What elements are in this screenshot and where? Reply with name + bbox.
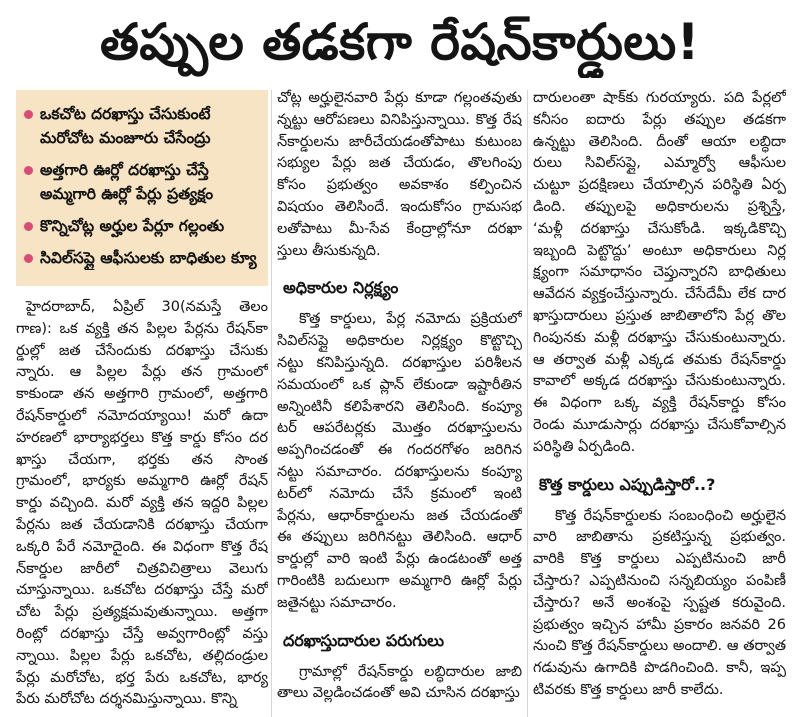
text-line: గింపునకు మళ్లీ దరఖాస్తు చేసుకుంటున్నారు. [533, 329, 786, 346]
highlight-item [24, 102, 262, 150]
text-line: ర్డుల్లో జత చేసేందుకు దరఖాస్తు చేసుకు [16, 342, 268, 359]
text-line: టర్‌లో నమోదు చేసే క్రమంలో ఇంటి [277, 485, 522, 502]
highlight-line: అత్తగారి ఊర్లో దరఖాస్తు చేస్తే [40, 161, 209, 179]
bullet-icon [24, 110, 33, 119]
text-line: చుట్టూ ప్రదక్షిణలు చేయాల్సిన పరిస్థితి ఏర్ప [533, 177, 786, 194]
highlight-line: సివిల్‌సప్లై ఆఫీసులకు బాధితుల క్యూ [40, 249, 257, 267]
text-line: న్‌కార్డుల జారీలో చిత్రవిచిత్రాలు వెలుగు [16, 560, 268, 577]
text-line: గడువును ఉగాదికి పొడగించింది. కానీ, ఇప్ప [533, 660, 786, 677]
paragraph [16, 297, 268, 711]
text-line: ఇబ్బంది పెట్టొద్దు’ అంటూ అధికారులు నిర్ల [533, 242, 786, 259]
text-line: కార్డు వచ్చింది. మరో వ్యక్తి తన ఇద్దరి పిల్లల [16, 495, 268, 512]
section-subheading: దరఖాస్తుదారుల పరుగులు [283, 630, 445, 650]
highlight-line: ఒకచోట దరఖాస్తు చేసుకుంటే [40, 105, 211, 123]
text-line: నట్టు కనిపిస్తున్నది. దరఖాస్తుల పరిశీలన [277, 354, 522, 371]
text-line: నుంచి కొత్త రేషన్‌కార్డులు అందాలి. ఆ తర్వాత [533, 638, 786, 655]
text-line: కార్డుల్లో వారి ఇంటి పేర్లు ఉండటంతో అత్త [277, 551, 522, 568]
text-line: స్తులు తీసుకున్నది. [277, 242, 381, 259]
text-line: పరిస్థితి ఏర్పడింది. [533, 438, 636, 455]
text-line: కోసం ప్రభుత్వం అవకాశం కల్పించిన [277, 177, 522, 194]
text-line: కొత్త రేషన్‌కార్డులకు సంబంధించి అర్హులైన [555, 507, 786, 524]
text-line: గాణ): ఒక వ్యక్తి తన పిల్లల పేర్లను రేషన్‌కా [16, 320, 268, 337]
column-3-body [533, 88, 786, 702]
bullet-icon [24, 254, 33, 263]
text-line: విషయం తెలిసిందే. ఇందుకోసం గ్రామసభ [277, 198, 522, 215]
text-line: గారింటికి బదులుగా అమ్మగారి ఊర్లో పేర్లు [277, 572, 522, 589]
text-line: ప్రభుత్వం ఇచ్చిన హామీ ప్రకారం జనవరి 26 [533, 616, 786, 633]
section-subheading: కొత్త కార్డులు ఎప్పుడిస్తారో..? [539, 474, 716, 494]
text-line: జతైనట్టు సమాచారం. [277, 594, 397, 611]
paragraph [277, 309, 522, 614]
text-line: ఒక్కరి పేరే నమోదైంది. ఈ విధంగా కొత్త రేష [16, 538, 268, 555]
paragraph [533, 88, 786, 459]
column-2 [277, 88, 522, 717]
text-line: వారికి కొత్త కార్డులు ఎప్పటినుంచి జారీ [533, 551, 786, 568]
column-3 [533, 88, 786, 717]
text-line: క్ష్యంగా సమాధానం చెప్తున్నారని బాధితులు [533, 264, 786, 281]
text-line: ఈ విధంగా ఒక్క వ్యక్తి రేషన్‌కార్డు కోసం [533, 395, 786, 412]
column-1-body [16, 297, 268, 711]
text-line: అప్పగించడంతో ఈ గందరగోళం జరిగిన [277, 442, 522, 459]
text-line: ఆ తర్వాత మళ్లీ ఎక్కడ తమకు రేషన్‌కార్డు [533, 351, 786, 368]
text-line: కావాలో అక్కడ దరఖాస్తు చేసుకుంటున్నారు. [533, 373, 786, 390]
text-line: దారులంతా షాక్‌కు గురయ్యారు. పది పేర్లలో [533, 90, 786, 106]
bullet-icon [24, 166, 33, 175]
text-line: డింది. తప్పులపై అధికారులను ప్రశ్నిస్తే, [533, 198, 786, 215]
text-line: వారి జాబితాను ప్రకటిస్తున్న ప్రభుత్వం. [533, 529, 786, 546]
paragraph [277, 88, 522, 262]
column-1 [16, 88, 268, 717]
text-line: కాకుండా తన అత్తగారి గ్రామంలో, అత్తగారి [16, 386, 268, 403]
highlight-box [16, 90, 268, 286]
highlight-text [40, 214, 262, 238]
highlight-line: మరోచోట మంజూరు చేసేంద్రు [40, 129, 211, 147]
text-line: చేస్తారు? ఎప్పటినుంచి సన్నబియ్యం పంపిణీ [533, 572, 786, 589]
paragraph [277, 662, 522, 706]
text-line: కనీసం ఐదారు పేర్లు తప్పుల తడకగా [533, 111, 786, 128]
text-line: రులు సివిల్‌సప్లై, ఎమ్మార్వో ఆఫీసుల [533, 155, 786, 172]
text-line: పేర్లను, ఆధార్‌కార్డులను జత చేయడంతో [277, 507, 522, 524]
text-line: రేషన్‌కార్డులో నమోదయ్యాయి! మరో ఉదా [16, 407, 268, 424]
text-line: సమయంలో ఒక ప్లాన్ లేకుండా ఇష్టారీతిన [277, 376, 522, 393]
highlight-line: అమ్మగారి ఊర్లో పేర్లు ప్రత్యక్షం [40, 185, 214, 203]
section-subheading: అధికారుల నిర్లక్ష్యం [283, 278, 399, 298]
text-line: గ్రామంలో, భార్యకు అమ్మగారి ఊర్లో రేషన్ [16, 473, 268, 490]
text-line: గ్రామాల్లో రేషన్‌కార్డు లబ్ధిదారుల జాబి [299, 663, 522, 680]
text-line: న్నాయి. పిల్లల పేర్లు ఒకచోట, తల్లిదండ్రుల [16, 647, 268, 664]
text-line: ‘మళ్లీ దరఖాస్తు చేసుకోండి. ఇక్కడికొచ్చి [533, 220, 786, 237]
text-line: హైదరాబాద్, ఏప్రిల్ 30(నమస్తే తెలం [26, 299, 268, 315]
highlight-item [24, 158, 262, 206]
text-line: చేస్తారు? అనే అంశంపై స్పష్టత కరువైంది. [533, 594, 786, 611]
text-line: చూస్తున్నాయి. ఒకచోట దరఖాస్తు చేస్తే మరో [16, 582, 268, 599]
text-line: న్‌కార్డులను జారీచేయడంతోపాటు కుటుంబ [277, 133, 522, 150]
text-line: రెండు మూడుసార్లు దరఖాస్తు చేసుకోవాల్సిన [533, 416, 786, 433]
column-rule [271, 90, 272, 717]
highlight-item [24, 214, 262, 238]
text-line: సభ్యుల పేర్లు జత చేయడం, తొలగింపు [277, 155, 522, 172]
text-line: టర్ ఆపరేటర్లకు మొత్తం దరఖాస్తులను [277, 420, 522, 437]
text-line: లతోపాటు మీ-సేవ కేంద్రాల్లోనూ దరఖా [277, 220, 522, 237]
highlight-text [40, 246, 262, 270]
column-2-body [277, 88, 522, 705]
text-line: ఉన్నట్టు తెలిసింది. దీంతో ఆయా లబ్ధిదా [533, 133, 786, 150]
headline: తప్పుల తడకగా రేషన్‌కార్డులు! [100, 13, 700, 71]
column-rule [527, 90, 528, 717]
text-line: హరణలో భార్యాభర్తలు కొత్త కార్డు కోసం దర [16, 429, 268, 446]
text-line: న్నట్టు ఆరోపణలు వినిపిస్తున్నాయి. కొత్త రేష [277, 111, 522, 128]
text-line: తాలు వెల్లడించడంతో అవి చూసిన దరఖాస్తు [277, 685, 520, 702]
text-line: కొత్త కార్డులు, పేర్ల నమోదు ప్రక్రియలో [299, 311, 522, 328]
text-line: పేర్లను జత చేయడానికి దరఖాస్తు చేయగా [16, 516, 268, 533]
text-line: ఈ తప్పులు జరిగినట్టు తెలిసింది. ఆధార్ [277, 529, 522, 546]
text-line: పేరు మరోచోట దర్శనమిస్తున్నాయి. కొన్ని [16, 691, 237, 708]
text-line: నట్టు సమాచారం. దరఖాస్తులను కంప్యూ [277, 463, 522, 480]
text-line: టివరకు కొత్త కార్డులు జారీ కాలేదు. [533, 681, 724, 698]
highlight-item [24, 246, 262, 270]
bullet-icon [24, 222, 33, 231]
highlight-text [40, 102, 262, 150]
text-line: న్నారు. ఆ పిల్లల పేర్లు తన గ్రామంలో [16, 364, 268, 381]
text-line: అన్నింటినీ కలిపేశారని తెలిసింది. కంప్యూ [277, 398, 522, 415]
highlight-text [40, 158, 262, 206]
paragraph [533, 506, 786, 702]
text-line: ఖాస్తుదారులు ప్రస్తుత జాబితాలోని పేర్ల తొల [533, 307, 786, 324]
highlight-line: కొన్నిచోట్ల అర్హుల పేర్లూ గల్లంతు [40, 217, 225, 235]
text-line: ఖాస్తు చేయగా, భర్తకు తన సొంత [16, 451, 268, 468]
text-line: చోట్ల అర్హులైనవారి పేర్లు కూడా గల్లంతవుతు [277, 90, 522, 106]
text-line: చోట పేర్లు ప్రత్యక్షమవుతున్నాయి. అత్తగా [16, 604, 268, 621]
text-line: ఆవేదన వ్యక్తంచేస్తున్నారు. చేసేదేమీ లేక దార [533, 286, 786, 303]
text-line: పేర్లు మరోచోట, భర్త పేరు ఒకచోట, భార్య [16, 669, 268, 686]
text-line: సివిల్‌సప్లై అధికారుల నిర్లక్ష్యం కొట్టొచ్చి [277, 333, 522, 350]
text-line: రింట్లో దరఖాస్తు చేస్తే అవ్వగారింట్లో వస్తు [16, 625, 268, 642]
